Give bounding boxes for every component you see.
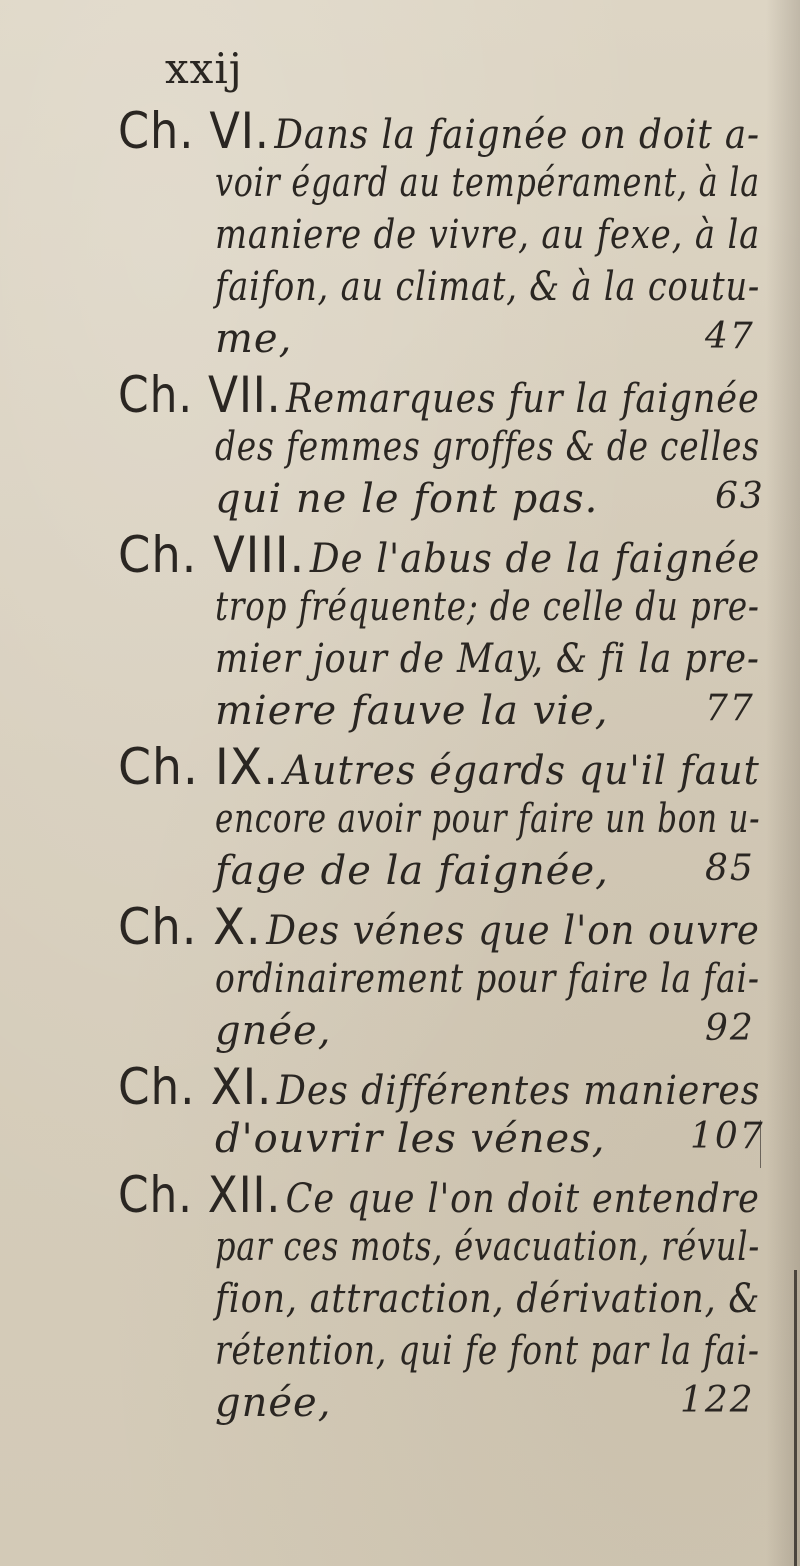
entry-text: faifon, au climat, & à la coutu- (215, 264, 761, 310)
toc-entry-line (118, 1058, 760, 1116)
page-reference: 47 (705, 316, 755, 357)
toc-entry-line (118, 366, 760, 424)
entry-text: rétention, qui fe font par la fai- (215, 1328, 760, 1374)
toc-entry-line (118, 102, 760, 160)
toc-entry-line (118, 1166, 760, 1224)
entry-text: fage de la faignée, (215, 848, 609, 894)
chapter-label: Ch. VI. (118, 102, 270, 160)
entry-text: Dans la faignée on doit a- (274, 112, 760, 158)
entry-text: des femmes groffes & de celles (215, 424, 760, 470)
entry-text: voir égard au tempérament, à la (215, 160, 760, 206)
toc-entry-line (118, 738, 760, 796)
entry-text: d'ouvrir les vénes, (215, 1116, 606, 1162)
entry-text: Autres égards qu'il faut (283, 748, 760, 794)
page-reference: 85 (705, 848, 755, 889)
chapter-label: Ch. VII. (118, 366, 282, 424)
chapter-label: Ch. X. (118, 898, 262, 956)
entry-text: trop fréquente; de celle du pre- (215, 584, 760, 630)
entry-text: gnée, (215, 1008, 332, 1054)
entry-text: fion, attraction, dérivation, & (215, 1276, 761, 1322)
page-reference: 77 (705, 688, 755, 729)
chapter-label: Ch. XII. (118, 1166, 282, 1224)
page-reference: 122 (680, 1380, 755, 1421)
chapter-label: Ch. VIII. (118, 526, 306, 584)
page-reference: 92 (705, 1008, 755, 1049)
entry-text: par ces mots, évacuation, révul- (215, 1224, 760, 1270)
entry-text: Des vénes que l'on ouvre (266, 908, 760, 954)
toc-entry-line (118, 526, 760, 584)
entry-text: miere fauve la vie, (215, 688, 609, 734)
page-reference: 107 (690, 1116, 765, 1157)
toc-entry-line (118, 898, 760, 956)
entry-text: qui ne le font pas. (215, 476, 599, 522)
entry-text: Ce que l'on doit entendre (285, 1176, 760, 1222)
page-reference: 63 (715, 476, 765, 517)
entry-text: maniere de vivre, au fexe, à la (215, 212, 761, 258)
entry-text: mier jour de May, & fi la pre- (215, 636, 760, 682)
entry-text: encore avoir pour faire un bon u- (215, 796, 761, 842)
entry-text: De l'abus de la faignée (309, 536, 761, 582)
page-number: xxij (165, 44, 243, 93)
chapter-label: Ch. IX. (118, 738, 280, 796)
entry-text: ordinairement pour faire la fai- (215, 956, 760, 1002)
entry-text: gnée, (215, 1380, 332, 1426)
chapter-label: Ch. XI. (118, 1058, 273, 1116)
entry-text: me, (215, 316, 293, 362)
entry-text: Remarques fur la faignée (285, 376, 760, 422)
entry-text: Des différentes manieres (276, 1068, 761, 1114)
